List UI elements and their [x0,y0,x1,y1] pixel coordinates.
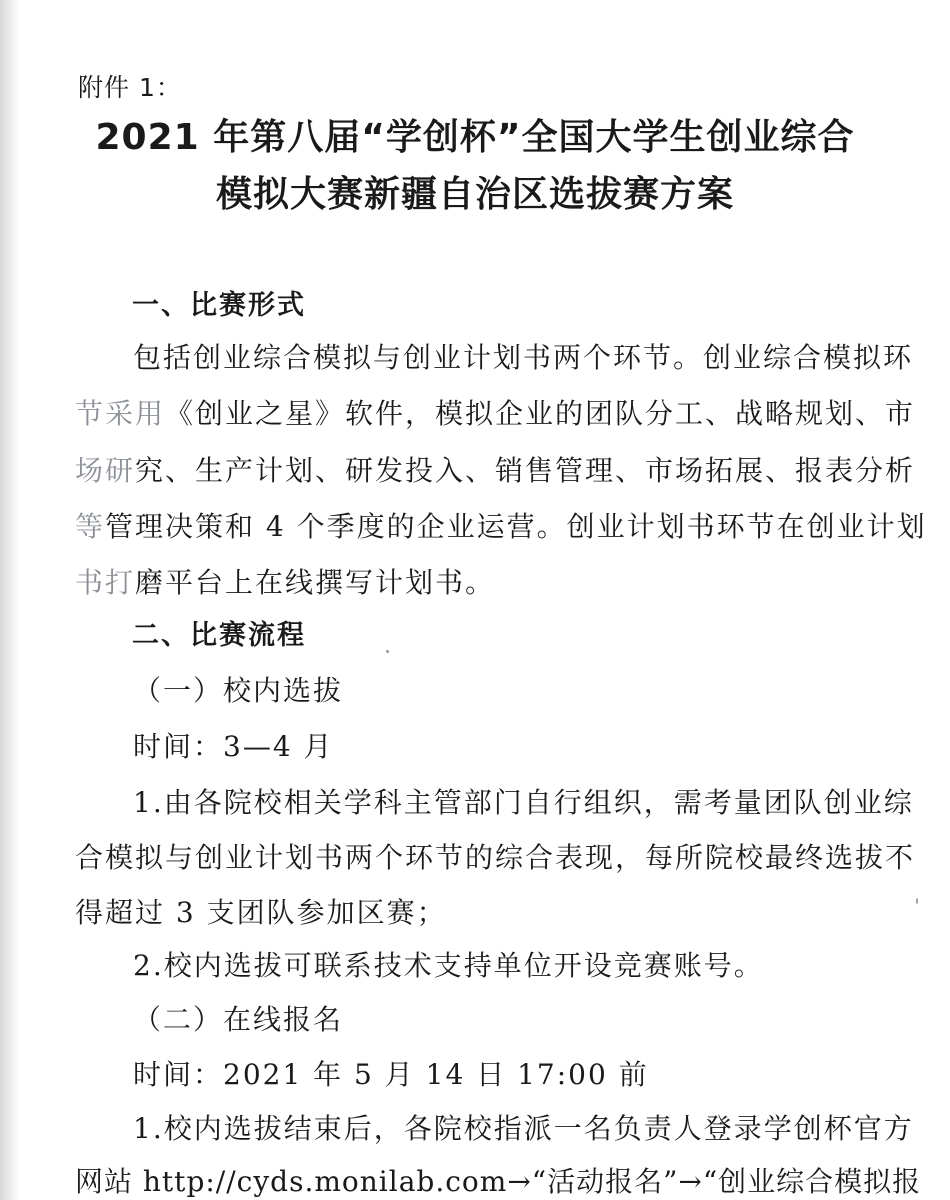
subsection-1-time: 时间：3—4 月 [133,730,334,763]
attachment-label: 附件 1： [78,73,182,102]
subsection-2-heading: （二）在线报名 [133,1003,344,1036]
para-text: 《创业之星》软件，模拟企业的团队分工、战略规划、市 [165,397,916,430]
section-1-para-line-1: 包括创业综合模拟与创业计划书两个环节。创业综合模拟环 [133,341,914,374]
faded-text: 场研 [75,454,136,487]
section-1-para-line-5 [75,565,495,601]
subsection-1-heading: （一）校内选拔 [133,674,344,707]
subsection-1-item-1-line-3: 得超过 3 支团队参加区赛； [75,896,447,929]
subsection-2-time: 时间：2021 年 5 月 14 日 17:00 前 [133,1058,649,1091]
para-text: 究、生产计划、研发投入、销售管理、市场拓展、报表分析 [135,454,916,487]
document-title-line-1: 2021 年第八届“学创杯”全国大学生创业综合 [95,117,855,158]
section-1-para-line-2 [75,396,915,432]
para-text: 管理决策和 4 个季度的企业运营。创业计划书环节在创业计划 [105,510,927,543]
section-1-para-line-4 [75,509,927,545]
subsection-1-item-1-line-1: 1.由各院校相关学科主管部门自行组织，需考量团队创业综 [133,786,914,819]
section-2-heading: 二、比赛流程 [132,620,306,651]
section-1-heading: 一、比赛形式 [132,290,306,321]
para-text: 磨平台上在线撰写计划书。 [135,566,496,599]
scan-speck [916,898,918,904]
document-title-line-2: 模拟大赛新疆自治区选拔赛方案 [215,174,734,215]
faded-text: 等 [75,510,106,543]
subsection-2-item-1-line-1: 1.校内选拔结束后，各院校指派一名负责人登录学创杯官方 [133,1112,914,1145]
subsection-1-item-1-line-2: 合模拟与创业计划书两个环节的综合表现，每所院校最终选拔不 [75,841,916,874]
scan-speck [386,650,389,653]
faded-text: 节采用 [75,397,166,430]
faded-text: 书打 [75,566,136,599]
subsection-2-item-1-line-2: 网站 http://cyds.monilab.com→“活动报名”→“创业综合模拟报 [75,1165,922,1198]
subsection-1-item-2: 2.校内选拔可联系技术支持单位开设竞赛账号。 [133,949,764,982]
section-1-para-line-3 [75,453,915,489]
